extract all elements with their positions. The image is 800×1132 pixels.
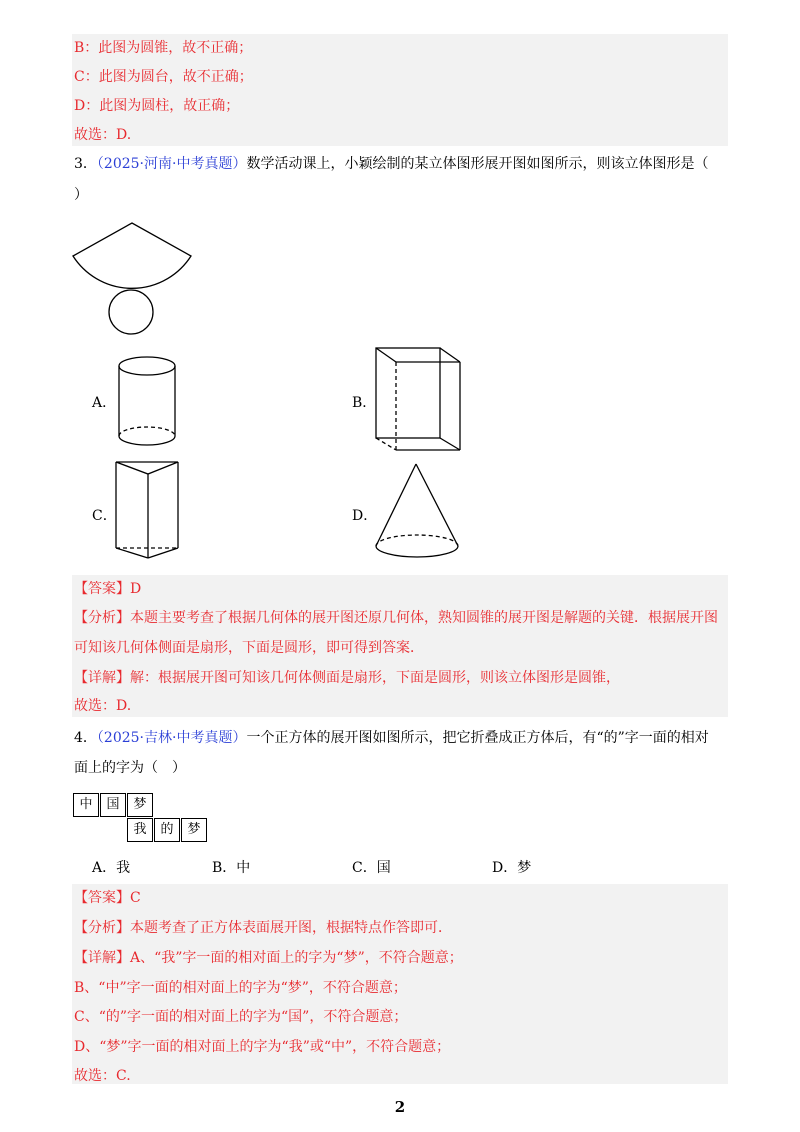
q4-analysis-text: 本题考查了正方体表面展开图，根据特点作答即可． — [130, 920, 452, 936]
q4-conclusion: 故选：C. — [74, 1068, 131, 1084]
q4-question — [74, 730, 709, 746]
q3-option-b-label: B． — [352, 395, 377, 411]
q3-option-b-cuboid — [372, 344, 466, 454]
q3-source: （2025·河南·中考真题） — [96, 156, 247, 172]
q3-question — [74, 156, 708, 172]
q3-analysis-line2: 可知该几何体侧面是扇形，下面是圆形，即可得到答案． — [74, 640, 424, 656]
q3-text-line2: ） — [74, 187, 88, 203]
q4-detail-line4: D、“梦”字一面的相对面上的字为“我”或“中”，不符合题意； — [74, 1039, 451, 1055]
q4-answer: 【答案】C — [74, 890, 141, 906]
prev-solution-conclusion: 故选：D. — [74, 127, 132, 143]
q4-detail-line2: B、“中”字一面的相对面上的字为“梦”，不符合题意； — [74, 980, 407, 996]
page-number: 2 — [394, 1098, 406, 1116]
q4-option-c: C．国 — [352, 860, 391, 876]
net-cell: 梦 — [127, 793, 153, 817]
q3-conclusion: 故选：D. — [74, 698, 132, 714]
net-cell: 国 — [100, 793, 126, 817]
q4-option-d: D．梦 — [492, 860, 532, 876]
net-cell: 的 — [154, 818, 180, 842]
prev-solution-b: B：此图为圆锥，故不正确； — [74, 40, 253, 56]
q4-analysis-tag: 【分析】 — [74, 920, 130, 936]
net-cell: 我 — [127, 818, 153, 842]
q4-detail-tag: 【详解】 — [74, 950, 130, 966]
q3-detail-line — [74, 670, 620, 686]
q3-option-c-prism — [112, 458, 184, 562]
q4-text-line2: 面上的字为（ ） — [74, 760, 186, 776]
q3-analysis-tag: 【分析】 — [74, 610, 130, 626]
net-cell: 梦 — [181, 818, 207, 842]
q3-number: 3． — [74, 156, 97, 172]
q4-option-b: B．中 — [212, 860, 251, 876]
q3-option-a-cylinder — [114, 352, 180, 448]
q3-analysis-line1 — [74, 610, 718, 626]
q3-option-d-label: D． — [352, 508, 378, 524]
q3-option-a-label: A． — [92, 395, 117, 411]
q3-net-figure — [68, 218, 198, 336]
q4-number: 4． — [74, 730, 97, 746]
q3-analysis-text1: 本题主要考查了根据几何体的展开图还原几何体，熟知圆锥的展开图是解题的关键．根据展开图 — [130, 610, 718, 626]
q3-detail-text: 解：根据展开图可知该几何体侧面是扇形，下面是圆形，则该立体图形是圆锥， — [130, 670, 620, 686]
circle-shape — [109, 290, 153, 334]
prev-solution-c: C：此图为圆台，故不正确； — [74, 69, 253, 85]
q4-source: （2025·吉林·中考真题） — [96, 730, 247, 746]
prev-solution-d: D：此图为圆柱，故正确； — [74, 98, 240, 114]
q4-detail-line3: C、“的”字一面的相对面上的字为“国”，不符合题意； — [74, 1009, 408, 1025]
q4-detail-line1 — [74, 950, 463, 966]
net-cell: 中 — [73, 793, 99, 817]
q4-text-line1: 一个正方体的展开图如图所示，把它折叠成正方体后，有“的”字一面的相对 — [246, 730, 709, 746]
q3-option-d-cone — [372, 460, 462, 564]
sector-shape — [73, 223, 191, 288]
q4-option-a: A．我 — [92, 860, 131, 876]
q3-answer: 【答案】D — [74, 581, 142, 597]
q3-detail-tag: 【详解】 — [74, 670, 130, 686]
q4-analysis-line — [74, 920, 452, 936]
q3-text-line1: 数学活动课上，小颖绘制的某立体图形展开图如图所示，则该立体图形是（ — [246, 156, 709, 172]
q3-option-c-label: C． — [92, 508, 117, 524]
q4-detail-text1: A、“我”字一面的相对面上的字为“梦”，不符合题意； — [130, 950, 463, 966]
